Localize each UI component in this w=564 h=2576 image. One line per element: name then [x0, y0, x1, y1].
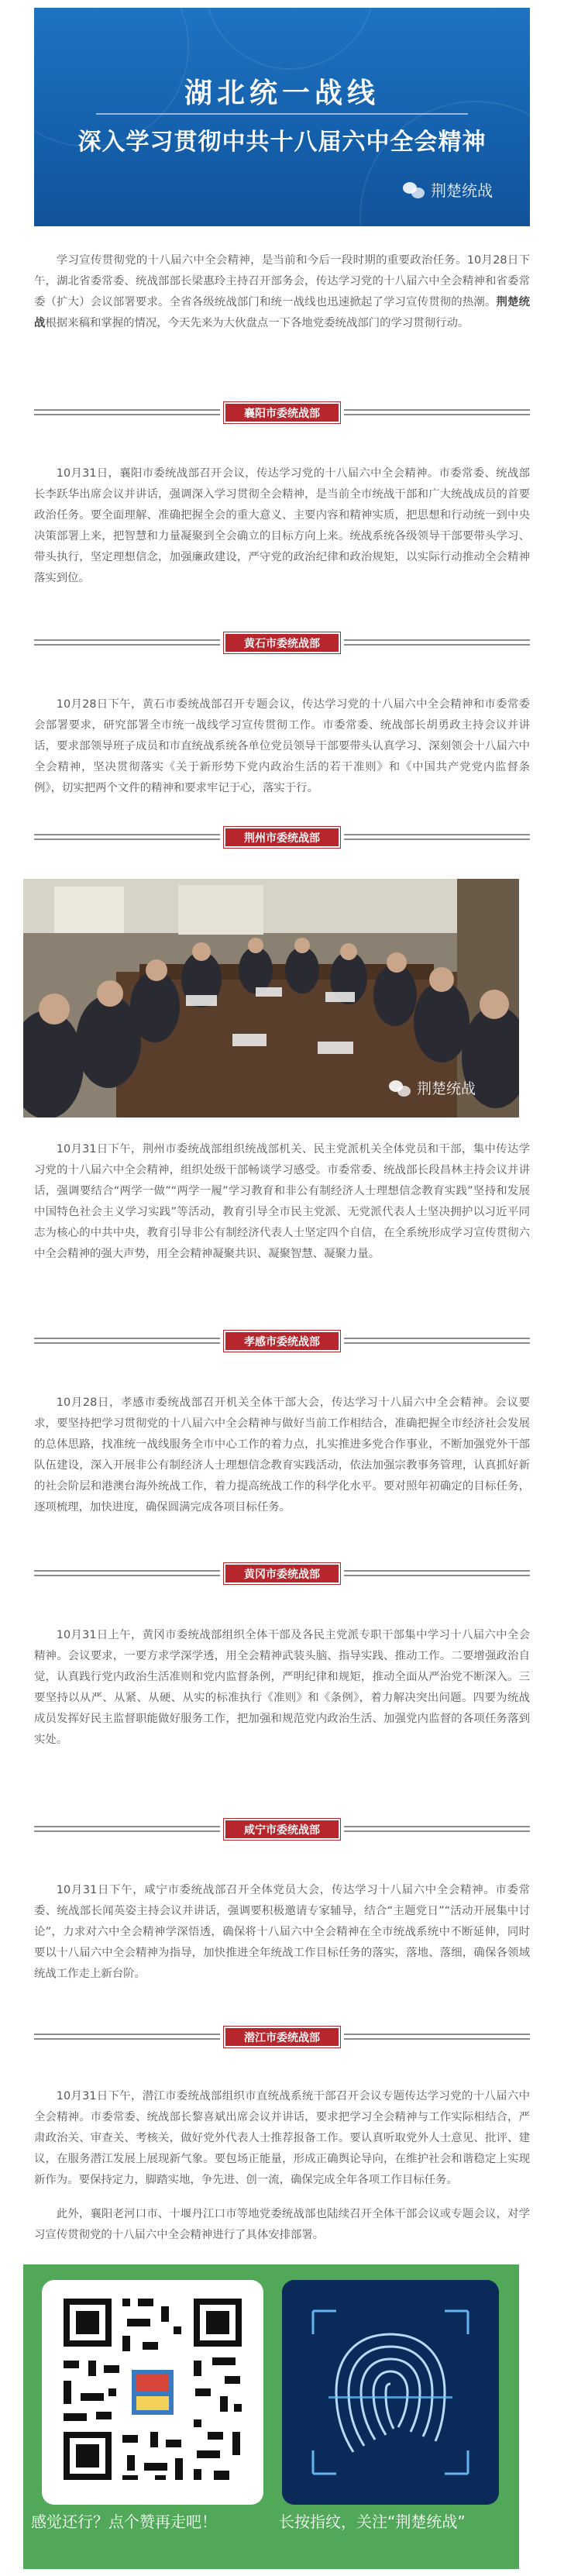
- wechat-icon: [403, 181, 426, 199]
- section-paragraph: 10月28日，孝感市委统战部召开机关全体干部大会，传达学习十八届六中全会精神。会议要求，要坚持把学习贯彻党的十八届六中全会精神与做好当前工作相结合，准确把握全市经济社会发展的总体思路，找准统一战线服务全市中心工作的着力点，扎实推进多党合作事业，不断加强党外干部队伍建设，深入开展非公有制经济人士理想信念教育实践活动，依法加强宗教事务管理，认真抓好新的社会阶层和港澳台海外统战工作，着力提高统战工作的科学化水平。要对照年初确定的目标任务，逐项梳理，加快进度，确保圆满完成各项目标任务。: [34, 1396, 530, 1514]
- meeting-photo: [23, 879, 519, 1118]
- section-paragraph: 10月28日下午，黄石市委统战部召开专题会议，传达学习党的十八届六中全会精神和市委常委会部署要求，研究部署全市统一战线学习宣传贯彻工作。市委常委、统战部长胡勇政主持会议并讲话，要求部领导班子成员和市直统战系统各单位党员领导干部要带头认真学习、深刻领会十八届六中全会精神，坚决贯彻落实《关于新形势下党内政治生活的若干准则》和《中国共产党党内监督条例》，切实把两个文件的精神和要求牢记于心，落实于行。: [34, 698, 530, 794]
- section-tag: 黄冈市委统战部: [224, 1563, 340, 1584]
- banner-watermark: [403, 178, 493, 201]
- intro-paragraph: [34, 250, 530, 334]
- banner-title: 湖北统一战线: [184, 77, 380, 109]
- banner-watermark-text: 荆楚统战: [431, 181, 493, 200]
- follow-footer: [23, 2264, 519, 2569]
- fingerprint-card[interactable]: [282, 2280, 499, 2505]
- photo-watermark: [389, 1077, 476, 1098]
- intro-bold-text: 荆楚统战: [34, 296, 530, 329]
- section-heading-huanggang: [34, 1558, 530, 1589]
- photo-watermark-text: 荆楚统战: [417, 1080, 476, 1097]
- section-tag: 襄阳市委统战部: [224, 402, 340, 423]
- qr-code-icon: [42, 2280, 263, 2505]
- closing-paragraph: 此外，襄阳老河口市、十堰丹江口市等地党委统战部也陆续召开全体干部会议或专题会议，对学习宣传贯彻党的十八届六中全会精神进行了具体安排部署。: [34, 2208, 530, 2241]
- section-heading-huangshi: [34, 627, 530, 658]
- wechat-icon: [389, 1079, 412, 1097]
- section-heading-jingzhou: [34, 821, 530, 852]
- intro-text-tail: 根据来稿和掌握的情况，今天先来为大伙盘点一下各地党委统战部门的学习贯彻行动。: [45, 317, 469, 329]
- section-paragraph: 10月31日下午，咸宁市委统战部召开全体党员大会，传达学习十八届六中全会精神。市委常委、统战部长闻英姿主持会议并讲话，强调要积极邀请专家辅导，结合“主题党日”“活动开展集中讨论”，力求对六中全会精神学深悟透，确保将十八届六中全会精神在全市统战系统中不断延伸，同时要以十八届六中全会精神为指导，加快推进全年统战工作目标任务的落实，落地、落细，确保各领域统战工作走上新台阶。: [34, 1884, 530, 1980]
- section-paragraph: 10月31日下午，潜江市委统战部组织市直统战系统干部召开会议专题传达学习党的十八届六中全会精神。市委常委、统战部长黎喜斌出席会议并讲话，要求把学习全会精神与工作实际相结合，严肃政治关、审查关、考核关，做好党外代表人士推荐报备工作。要认真听取党外人士意见、批评、建议，在服务潜江发展上展现新气象。要包场正能量，形成正确舆论导向，在维护社会和谐稳定上实现新作为。要保持定力，脚踏实地，争先进、创一流，确保完成全年各项工作目标任务。: [34, 2090, 530, 2186]
- section-tag: 孝感市委统战部: [224, 1331, 340, 1352]
- like-caption: 感觉还行？点个赞再走吧！: [31, 2512, 217, 2531]
- section-heading-xiaogan: [34, 1325, 530, 1356]
- section-tag: 咸宁市委统战部: [224, 1819, 340, 1840]
- banner-divider: [96, 113, 468, 115]
- intro-text: 学习宣传贯彻党的十八届六中全会精神，是当前和今后一段时期的重要政治任务。10月28日下午，湖北省委常委、统战部部长梁惠玲主持召开部务会，传达学习党的十八届六中全会精神和省委常委（扩大）会议部署要求。全省各级统战部门和统一战线也迅速掀起了学习宣传贯彻的热潮。: [34, 254, 530, 308]
- fingerprint-icon: [282, 2280, 499, 2505]
- banner-subtitle: 深入学习贯彻中共十八届六中全会精神: [77, 129, 487, 156]
- section-paragraph: 10月31日，襄阳市委统战部召开会议，传达学习党的十八届六中全会精神。市委常委、统战部长李跃华出席会议并讲话，强调深入学习贯彻全会精神，是当前全市统战干部和广大统战成员的首要政治任务。要全面理解、准确把握全会的重大意义、主要内容和精神实质，把思想和行动统一到中央决策部署上来，把智慧和力量凝聚到全会确立的目标方向上来。统战系统各级领导干部要带头学习、带头执行，坚定理想信念，加强廉政建设，严守党的政治纪律和政治规矩，以实际行动推动全会精神落实到位。: [34, 467, 530, 584]
- section-heading-xianning: [34, 1813, 530, 1844]
- qr-code-card[interactable]: [42, 2280, 263, 2505]
- section-heading-qianjiang: [34, 2021, 530, 2052]
- section-heading-xiangyang: [34, 397, 530, 428]
- section-paragraph: 10月31日下午，荆州市委统战部组织统战部机关、民主党派机关全体党员和干部，集中传达学习党的十八届六中全会精神，组织处级干部畅谈学习感受。市委常委、统战部长段昌林主持会议并讲话，强调要结合“两学一做”“两学一履”学习教育和非公有制经济人士理想信念教育实践”坚持和发展中国特色社会主义学习实践”等活动，教育引导全市民主党派、无党派代表人士坚决拥护以习近平同志为核心的中共中央，教育引导非公有制经济代表人士坚定四个自信，在全系统形成学习宣传贯彻六中全会精神的强大声势，用全会精神凝聚共识、凝聚智慧、凝聚力量。: [34, 1143, 530, 1260]
- header-banner: [34, 8, 530, 226]
- section-tag: 黄石市委统战部: [224, 632, 340, 653]
- follow-caption: 长按指纹，关注“荆楚统战”: [279, 2512, 466, 2531]
- section-tag: 荆州市委统战部: [224, 827, 340, 848]
- section-tag: 潜江市委统战部: [224, 2027, 340, 2047]
- section-paragraph: 10月31日上午，黄冈市委统战部组织全体干部及各民主党派专职干部集中学习十八届六中全会精神。会议要求，一要方求学深学透，用全会精神武装头脑、指导实践、推动工作。二要增强政治自觉，认真践行党内政治生活准则和党内监督条例，严明纪律和规矩，推动全面从严治党不断深入。三要坚持以从严、从紧、从硬、从实的标准执行《准则》和《条例》，着力解决突出问题。四要为统战成员发挥好民主监督职能做好服务工作，把加强和规范党内政治生活、加强党内监督的各项任务落到实处。: [34, 1629, 530, 1746]
